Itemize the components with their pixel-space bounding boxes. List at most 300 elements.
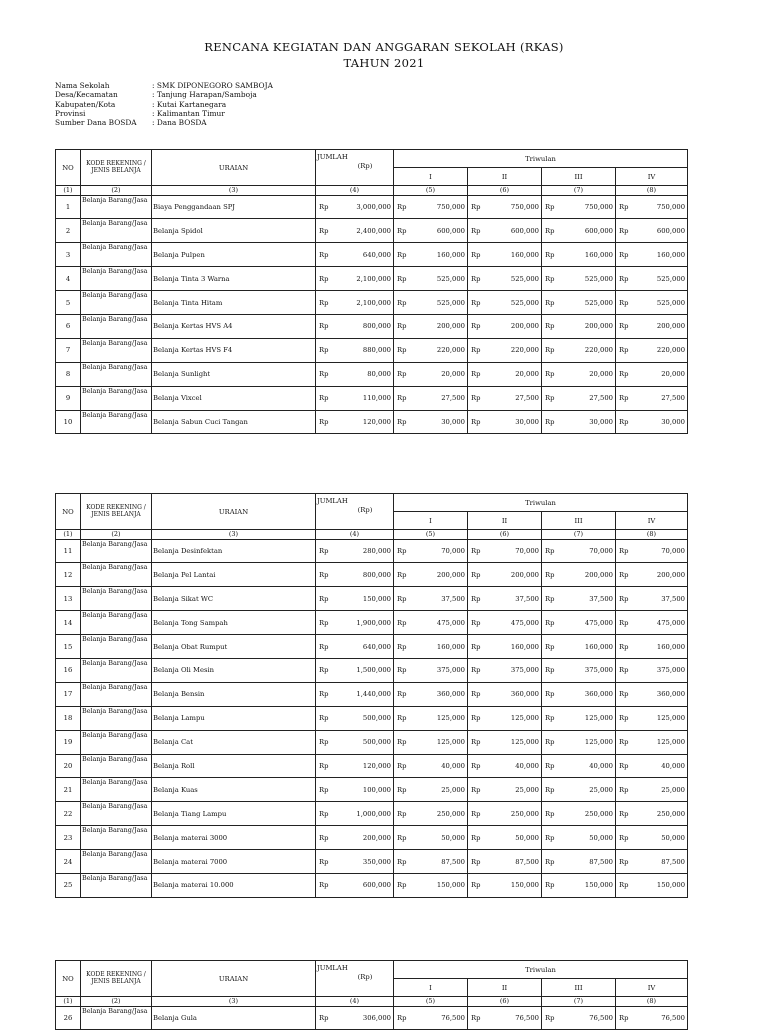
quarter-1-amount: 475,000 (436, 618, 465, 627)
quarter-1-cell (394, 611, 468, 635)
quarter-2-cell (468, 802, 542, 826)
total-amount: 2,100,000 (356, 298, 391, 307)
quarter-1-cell (394, 314, 468, 338)
quarter-4-cell (616, 563, 688, 587)
quarter-4-amount: 200,000 (656, 570, 686, 579)
currency-label: Rp (545, 298, 555, 307)
item-description: Belanja Pulpen (152, 243, 316, 267)
currency-label: Rp (471, 785, 481, 794)
item-description: Belanja Sabun Cuci Tangan (152, 410, 316, 434)
row-number: 13 (56, 587, 81, 611)
quarter-4-amount: 525,000 (656, 274, 686, 283)
item-description: Belanja Cat (152, 730, 316, 754)
quarter-2-amount: 200,000 (510, 570, 539, 579)
currency-label: Rp (397, 857, 407, 866)
currency-label: Rp (471, 346, 481, 355)
quarter-4-amount: 20,000 (661, 370, 686, 379)
quarter-4-cell (616, 730, 688, 754)
currency-label: Rp (619, 785, 629, 794)
item-description: Belanja Tong Sampah (152, 611, 316, 635)
quarter-4-cell (616, 291, 688, 315)
quarter-3-amount: 125,000 (584, 714, 613, 723)
quarter-2-amount: 220,000 (510, 346, 539, 355)
info-row-school-name (55, 81, 273, 90)
currency-label: Rp (619, 570, 629, 579)
quarter-1-amount: 525,000 (436, 298, 465, 307)
quarter-amount-wrap (545, 203, 613, 211)
quarter-1-amount: 50,000 (441, 833, 465, 842)
total-amount: 80,000 (367, 370, 391, 379)
currency-label: Rp (319, 666, 329, 675)
currency-label: Rp (471, 250, 481, 259)
quarter-amount-wrap (471, 714, 539, 722)
quarter-2-cell (468, 635, 542, 659)
quarter-amount-wrap (397, 394, 465, 402)
account-code: Belanja Barang/Jasa (81, 587, 152, 611)
item-description: Belanja Kertas HVS A4 (152, 314, 316, 338)
quarter-amount-wrap (397, 881, 465, 889)
row-number: 14 (56, 611, 81, 635)
quarter-3-cell (542, 291, 616, 315)
item-description: Belanja Vixcel (152, 386, 316, 410)
currency-label: Rp (319, 690, 329, 699)
quarter-1-amount: 40,000 (441, 761, 465, 770)
quarter-1-amount: 20,000 (441, 370, 465, 379)
quarter-amount-wrap (471, 858, 539, 866)
item-description: Belanja Tinta Hitam (152, 291, 316, 315)
quarter-amount-wrap (545, 619, 613, 627)
quarter-amount-wrap (545, 810, 613, 818)
column-number-row (56, 186, 688, 196)
quarter-amount-wrap (471, 275, 539, 283)
currency-label: Rp (471, 761, 481, 770)
amount-cell (316, 826, 394, 850)
quarter-amount-wrap (545, 786, 613, 794)
quarter-3-cell (542, 873, 616, 897)
currency-label: Rp (619, 417, 629, 426)
quarter-amount-wrap (397, 299, 465, 307)
currency-label: Rp (471, 642, 481, 651)
quarter-4-amount: 50,000 (661, 833, 686, 842)
amount-wrap (319, 834, 391, 842)
quarter-3-amount: 160,000 (584, 642, 613, 651)
item-description: Belanja Oli Mesin (152, 658, 316, 682)
quarter-amount-wrap (471, 1014, 539, 1022)
amount-wrap (319, 227, 391, 235)
account-code: Belanja Barang/Jasa (81, 386, 152, 410)
currency-label: Rp (619, 857, 629, 866)
currency-label: Rp (397, 618, 407, 627)
quarter-4-cell (616, 587, 688, 611)
amount-cell (316, 635, 394, 659)
account-code: Belanja Barang/Jasa (81, 802, 152, 826)
quarter-1-cell (394, 873, 468, 897)
column-number: (4) (316, 530, 394, 540)
quarter-amount-wrap (619, 227, 685, 235)
row-number: 22 (56, 802, 81, 826)
amount-cell (316, 730, 394, 754)
currency-label: Rp (319, 322, 329, 331)
amount-wrap (319, 547, 391, 555)
col-no-header: NO (56, 150, 81, 186)
table-row (56, 267, 688, 291)
currency-label: Rp (471, 226, 481, 235)
budget-table-3 (55, 960, 688, 1030)
quarter-4-amount: 27,500 (661, 394, 686, 403)
quarter-2-cell (468, 873, 542, 897)
amount-cell (316, 410, 394, 434)
quarter-3-amount: 20,000 (589, 370, 613, 379)
currency-label: Rp (471, 738, 481, 747)
amount-wrap (319, 786, 391, 794)
amount-cell (316, 850, 394, 874)
quarter-3-header: III (542, 512, 616, 530)
row-number: 24 (56, 850, 81, 874)
quarter-4-amount: 600,000 (656, 226, 686, 235)
quarter-1-cell (394, 243, 468, 267)
item-description: Belanja Bensin (152, 682, 316, 706)
info-label: Kabupaten/Kota (55, 99, 116, 109)
quarter-amount-wrap (545, 738, 613, 746)
info-row-village (55, 90, 273, 99)
amount-cell (316, 778, 394, 802)
quarter-3-amount: 360,000 (584, 690, 613, 699)
quarter-3-amount: 30,000 (589, 417, 613, 426)
amount-cell (316, 219, 394, 243)
amount-cell (316, 802, 394, 826)
item-description: Belanja Roll (152, 754, 316, 778)
quarter-2-amount: 600,000 (510, 226, 539, 235)
quarter-4-cell (616, 338, 688, 362)
currency-label: Rp (471, 370, 481, 379)
currency-label: Rp (545, 714, 555, 723)
quarter-1-amount: 125,000 (436, 714, 465, 723)
quarter-4-cell (616, 635, 688, 659)
account-code: Belanja Barang/Jasa (81, 195, 152, 219)
quarter-1-cell (394, 386, 468, 410)
quarter-amount-wrap (397, 322, 465, 330)
quarter-4-cell (616, 754, 688, 778)
quarter-1-amount: 87,500 (441, 857, 465, 866)
quarter-3-cell (542, 219, 616, 243)
quarter-amount-wrap (619, 346, 685, 354)
quarter-amount-wrap (397, 738, 465, 746)
currency-label: Rp (619, 546, 629, 555)
column-number: (8) (616, 530, 688, 540)
col-jumlah-label: JUMLAH (317, 153, 348, 161)
quarter-amount-wrap (545, 571, 613, 579)
quarter-amount-wrap (397, 834, 465, 842)
account-code: Belanja Barang/Jasa (81, 410, 152, 434)
currency-label: Rp (397, 202, 407, 211)
quarter-3-amount: 70,000 (589, 546, 613, 555)
quarter-amount-wrap (397, 666, 465, 674)
info-value: : SMK DIPONEGORO SAMBOJA (152, 81, 273, 90)
total-amount: 350,000 (362, 857, 391, 866)
quarter-2-cell (468, 850, 542, 874)
quarter-amount-wrap (471, 690, 539, 698)
quarter-1-cell (394, 1006, 468, 1030)
currency-label: Rp (319, 738, 329, 747)
column-number: (5) (394, 530, 468, 540)
quarter-4-cell (616, 219, 688, 243)
quarter-amount-wrap (471, 595, 539, 603)
quarter-2-header: II (468, 979, 542, 997)
currency-label: Rp (397, 594, 407, 603)
currency-label: Rp (545, 618, 555, 627)
table-row (56, 658, 688, 682)
quarter-4-amount: 87,500 (661, 857, 686, 866)
quarter-2-cell (468, 267, 542, 291)
quarter-amount-wrap (545, 762, 613, 770)
row-number: 3 (56, 243, 81, 267)
quarter-1-header: I (394, 168, 468, 186)
currency-label: Rp (319, 546, 329, 555)
currency-label: Rp (471, 394, 481, 403)
amount-wrap (319, 762, 391, 770)
currency-label: Rp (319, 618, 329, 627)
currency-label: Rp (545, 202, 555, 211)
quarter-4-amount: 25,000 (661, 785, 686, 794)
account-code: Belanja Barang/Jasa (81, 291, 152, 315)
item-description: Belanja materai 10.000 (152, 873, 316, 897)
quarter-2-amount: 250,000 (510, 809, 539, 818)
quarter-amount-wrap (471, 547, 539, 555)
amount-cell (316, 873, 394, 897)
quarter-3-cell (542, 386, 616, 410)
currency-label: Rp (319, 714, 329, 723)
currency-label: Rp (319, 226, 329, 235)
quarter-2-cell (468, 587, 542, 611)
quarter-4-cell (616, 410, 688, 434)
currency-label: Rp (319, 1013, 329, 1022)
amount-wrap (319, 619, 391, 627)
currency-label: Rp (397, 394, 407, 403)
account-code: Belanja Barang/Jasa (81, 1006, 152, 1030)
amount-cell (316, 587, 394, 611)
quarter-3-cell (542, 1006, 616, 1030)
total-amount: 500,000 (362, 738, 391, 747)
currency-label: Rp (471, 274, 481, 283)
quarter-4-amount: 76,500 (661, 1013, 686, 1022)
account-code: Belanja Barang/Jasa (81, 873, 152, 897)
table-row (56, 243, 688, 267)
quarter-1-amount: 150,000 (436, 881, 465, 890)
quarter-1-cell (394, 635, 468, 659)
currency-label: Rp (471, 570, 481, 579)
total-amount: 1,440,000 (356, 690, 391, 699)
quarter-amount-wrap (619, 714, 685, 722)
amount-wrap (319, 810, 391, 818)
quarter-amount-wrap (471, 786, 539, 794)
quarter-amount-wrap (545, 643, 613, 651)
quarter-amount-wrap (471, 571, 539, 579)
quarter-amount-wrap (545, 834, 613, 842)
currency-label: Rp (619, 250, 629, 259)
total-amount: 640,000 (362, 642, 391, 651)
currency-label: Rp (619, 370, 629, 379)
currency-label: Rp (471, 546, 481, 555)
column-number: (6) (468, 997, 542, 1007)
quarter-1-amount: 220,000 (436, 346, 465, 355)
quarter-3-cell (542, 754, 616, 778)
quarter-amount-wrap (545, 346, 613, 354)
amount-cell (316, 682, 394, 706)
currency-label: Rp (545, 226, 555, 235)
quarter-amount-wrap (397, 714, 465, 722)
column-number: (5) (394, 186, 468, 196)
account-code: Belanja Barang/Jasa (81, 611, 152, 635)
quarter-4-cell (616, 850, 688, 874)
item-description: Belanja Obat Rumput (152, 635, 316, 659)
currency-label: Rp (619, 690, 629, 699)
quarter-amount-wrap (397, 275, 465, 283)
row-number: 9 (56, 386, 81, 410)
quarter-3-cell (542, 267, 616, 291)
table-row (56, 539, 688, 563)
amount-wrap (319, 203, 391, 211)
quarter-4-header: IV (616, 979, 688, 997)
col-kode-header: KODE REKENING / JENIS BELANJA (81, 961, 152, 997)
quarter-amount-wrap (471, 370, 539, 378)
quarter-2-cell (468, 563, 542, 587)
currency-label: Rp (545, 761, 555, 770)
quarter-3-amount: 87,500 (589, 857, 613, 866)
quarter-amount-wrap (619, 881, 685, 889)
quarter-amount-wrap (397, 619, 465, 627)
quarter-1-amount: 375,000 (436, 666, 465, 675)
currency-label: Rp (397, 1013, 407, 1022)
row-number: 11 (56, 539, 81, 563)
currency-label: Rp (545, 394, 555, 403)
quarter-2-amount: 375,000 (510, 666, 539, 675)
quarter-2-cell (468, 386, 542, 410)
quarter-4-header: IV (616, 168, 688, 186)
quarter-4-cell (616, 314, 688, 338)
account-code: Belanja Barang/Jasa (81, 730, 152, 754)
quarter-3-header: III (542, 979, 616, 997)
quarter-amount-wrap (619, 690, 685, 698)
currency-label: Rp (619, 833, 629, 842)
quarter-1-cell (394, 410, 468, 434)
amount-cell (316, 706, 394, 730)
quarter-1-amount: 200,000 (436, 322, 465, 331)
currency-label: Rp (319, 642, 329, 651)
table-row (56, 635, 688, 659)
quarter-3-amount: 250,000 (584, 809, 613, 818)
quarter-1-amount: 27,500 (441, 394, 465, 403)
currency-label: Rp (397, 881, 407, 890)
quarter-1-cell (394, 658, 468, 682)
total-amount: 110,000 (362, 394, 391, 403)
quarter-2-cell (468, 314, 542, 338)
total-amount: 100,000 (362, 785, 391, 794)
quarter-amount-wrap (619, 1014, 685, 1022)
item-description: Belanja Tiang Lampu (152, 802, 316, 826)
amount-wrap (319, 275, 391, 283)
quarter-amount-wrap (545, 299, 613, 307)
quarter-4-amount: 125,000 (656, 738, 686, 747)
quarter-amount-wrap (471, 762, 539, 770)
currency-label: Rp (471, 881, 481, 890)
currency-label: Rp (619, 666, 629, 675)
quarter-amount-wrap (397, 1014, 465, 1022)
amount-cell (316, 267, 394, 291)
quarter-3-amount: 200,000 (584, 570, 613, 579)
total-amount: 1,500,000 (356, 666, 391, 675)
currency-label: Rp (545, 785, 555, 794)
quarter-amount-wrap (545, 714, 613, 722)
total-amount: 3,000,000 (356, 202, 391, 211)
quarter-amount-wrap (545, 418, 613, 426)
quarter-2-amount: 360,000 (510, 690, 539, 699)
triwulan-header: Triwulan (394, 494, 688, 512)
quarter-3-amount: 37,500 (589, 594, 613, 603)
quarter-amount-wrap (619, 418, 685, 426)
quarter-amount-wrap (545, 251, 613, 259)
currency-label: Rp (397, 570, 407, 579)
currency-label: Rp (397, 250, 407, 259)
quarter-3-amount: 40,000 (589, 761, 613, 770)
quarter-2-amount: 125,000 (510, 714, 539, 723)
currency-label: Rp (397, 833, 407, 842)
quarter-2-amount: 200,000 (510, 322, 539, 331)
quarter-amount-wrap (619, 595, 685, 603)
currency-label: Rp (619, 322, 629, 331)
quarter-2-cell (468, 195, 542, 219)
quarter-amount-wrap (619, 251, 685, 259)
currency-label: Rp (619, 394, 629, 403)
currency-label: Rp (545, 570, 555, 579)
quarter-3-amount: 125,000 (584, 738, 613, 747)
column-number: (8) (616, 997, 688, 1007)
row-number: 1 (56, 195, 81, 219)
total-amount: 2,100,000 (356, 274, 391, 283)
total-amount: 600,000 (362, 881, 391, 890)
table-row (56, 195, 688, 219)
row-number: 16 (56, 658, 81, 682)
quarter-4-amount: 70,000 (661, 546, 686, 555)
currency-label: Rp (397, 546, 407, 555)
row-number: 4 (56, 267, 81, 291)
quarter-2-header: II (468, 168, 542, 186)
currency-label: Rp (319, 809, 329, 818)
currency-label: Rp (545, 594, 555, 603)
row-number: 23 (56, 826, 81, 850)
total-amount: 280,000 (362, 546, 391, 555)
quarter-amount-wrap (619, 786, 685, 794)
currency-label: Rp (545, 881, 555, 890)
item-description: Belanja Pel Lantai (152, 563, 316, 587)
currency-label: Rp (545, 690, 555, 699)
triwulan-header: Triwulan (394, 961, 688, 979)
quarter-2-amount: 25,000 (515, 785, 539, 794)
quarter-3-cell (542, 826, 616, 850)
quarter-4-amount: 37,500 (661, 594, 686, 603)
currency-label: Rp (545, 250, 555, 259)
quarter-amount-wrap (545, 547, 613, 555)
account-code: Belanja Barang/Jasa (81, 219, 152, 243)
currency-label: Rp (471, 714, 481, 723)
column-number: (5) (394, 997, 468, 1007)
quarter-1-amount: 25,000 (441, 785, 465, 794)
quarter-amount-wrap (545, 858, 613, 866)
quarter-amount-wrap (471, 643, 539, 651)
table-row (56, 386, 688, 410)
account-code: Belanja Barang/Jasa (81, 658, 152, 682)
amount-wrap (319, 370, 391, 378)
account-code: Belanja Barang/Jasa (81, 778, 152, 802)
